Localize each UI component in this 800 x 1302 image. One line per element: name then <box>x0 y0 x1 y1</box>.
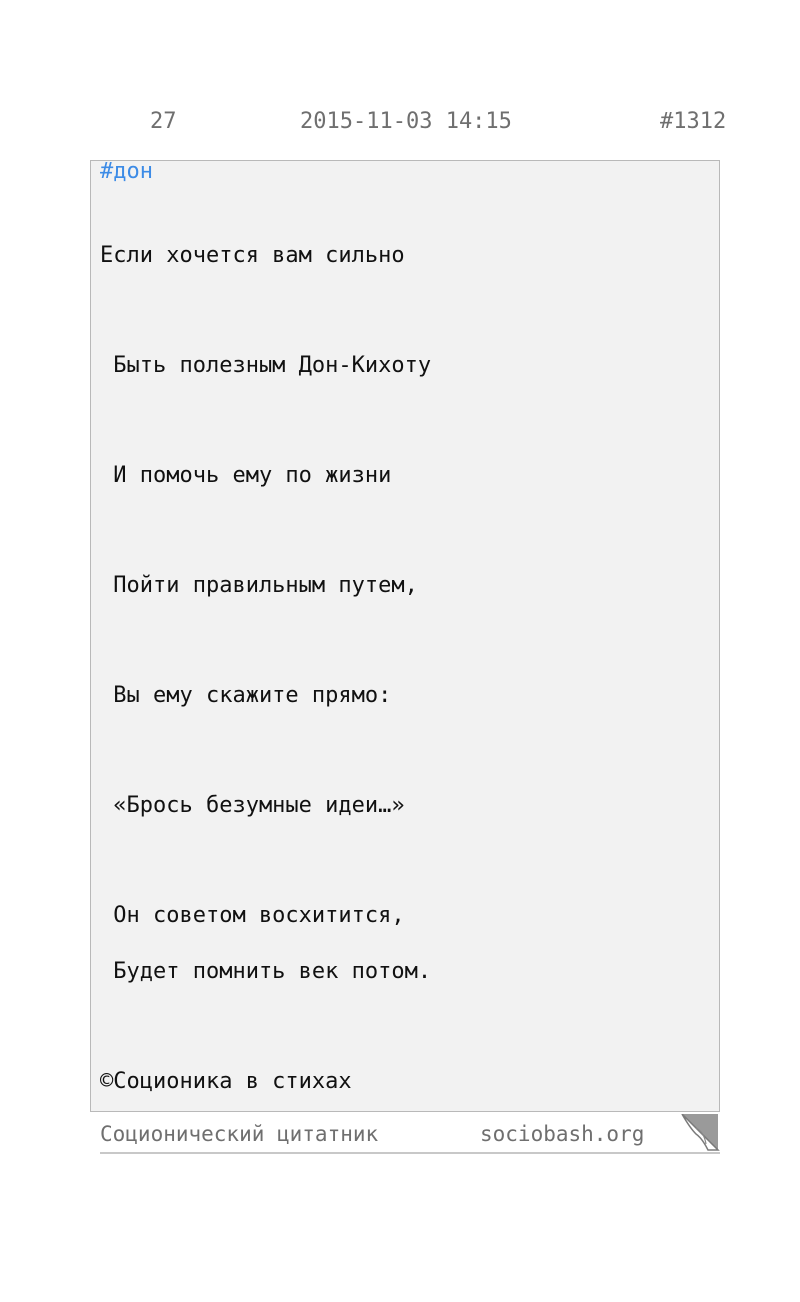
quote-line: Пойти правильным путем, <box>100 573 418 598</box>
quote-line: Он советом восхитится, <box>100 903 405 928</box>
site-url-link[interactable]: sociobash.org <box>480 1122 645 1146</box>
quote-datetime: 2015-11-03 14:15 <box>300 109 512 134</box>
quote-line: Будет помнить век потом. <box>100 959 432 984</box>
quote-tag-link[interactable]: #дон <box>100 159 153 184</box>
quote-line: И помочь ему по жизни <box>100 463 392 488</box>
quote-box <box>90 160 720 1112</box>
quote-line: Если хочется вам сильно <box>100 243 405 268</box>
quote-rating: 27 <box>150 109 177 134</box>
quote-signature: ©Соционика в стихах <box>100 1069 352 1094</box>
quote-line: «Брось безумные идеи…» <box>100 793 405 818</box>
quote-footer <box>100 1114 720 1154</box>
quote-line: Вы ему скажите прямо: <box>100 683 392 708</box>
site-name: Соционический цитатник <box>100 1122 379 1146</box>
page-curl-icon <box>680 1114 720 1152</box>
quote-line: Быть полезным Дон-Кихоту <box>100 353 432 378</box>
quote-number[interactable]: #1312 <box>660 109 727 134</box>
